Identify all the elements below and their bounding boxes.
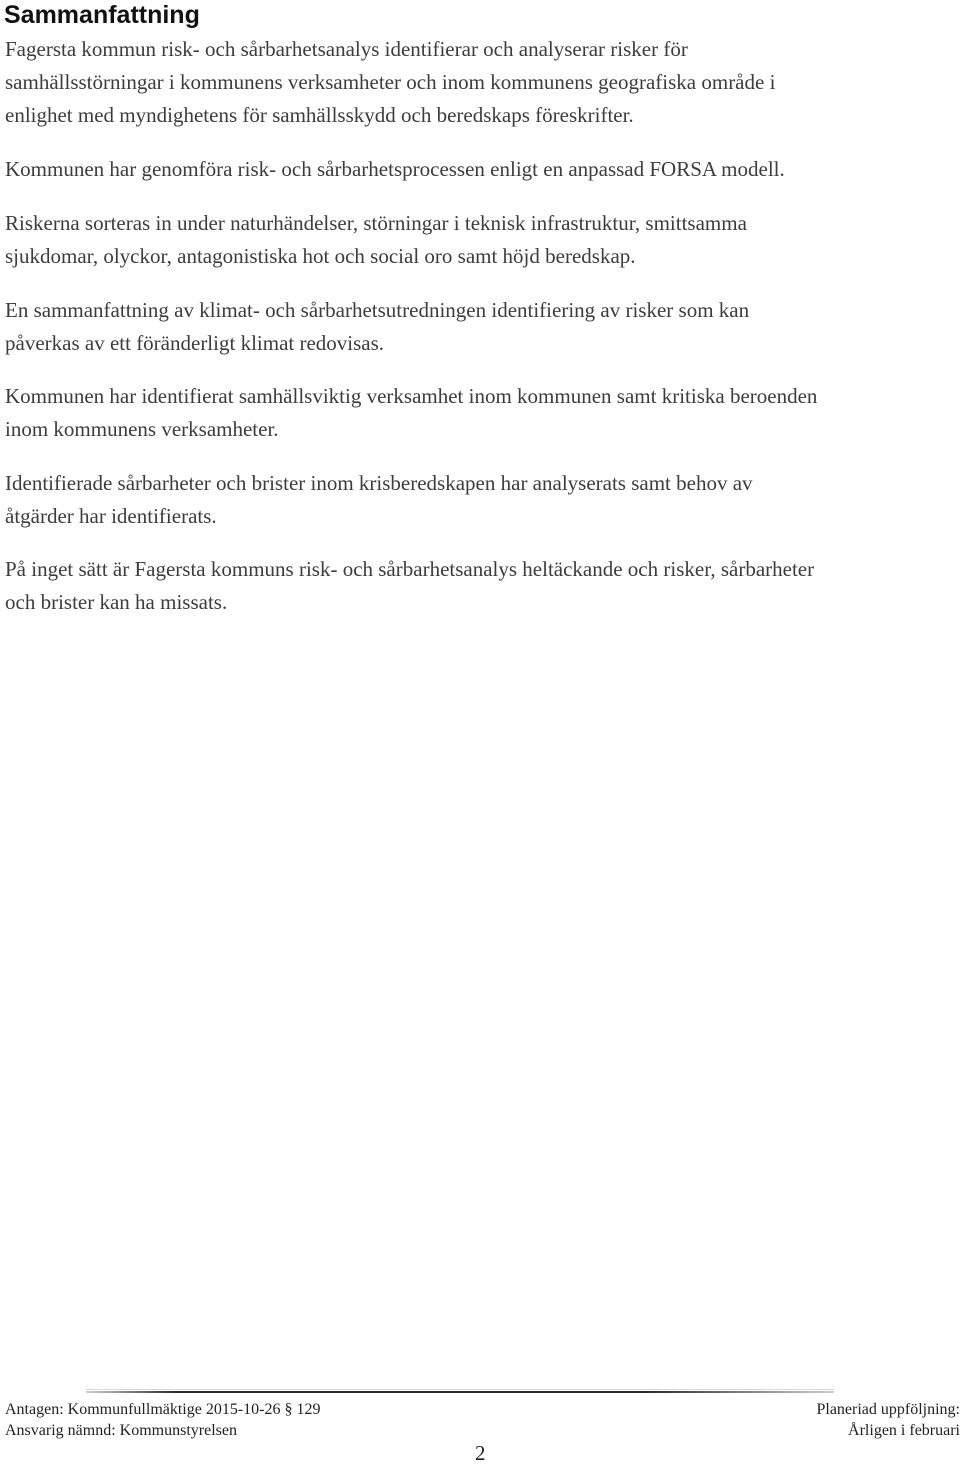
paragraph-disclaimer — [5, 553, 960, 619]
footer-followup-value: Årligen i februari — [848, 1422, 960, 1439]
footer-divider-thin — [86, 1389, 834, 1390]
paragraph-line: och brister kan ha missats. — [5, 590, 228, 614]
paragraph-line: åtgärder har identifierats. — [5, 504, 217, 528]
paragraph-line: inom kommunens verksamheter. — [5, 417, 279, 441]
paragraph-line: En sammanfattning av klimat- och sårbarhetsutredningen identifiering av risker som kan — [5, 298, 750, 322]
paragraph-line: På inget sätt är Fagersta kommuns risk- och sårbarhetsanalys heltäckande och risker, sårbarheter — [5, 557, 815, 581]
footer-followup-label: Planeriad uppföljning: — [816, 1401, 960, 1418]
paragraph-line: påverkas av ett föränderligt klimat redovisas. — [5, 331, 385, 355]
paragraph-process — [5, 153, 960, 186]
page-heading: Sammanfattning — [4, 1, 200, 29]
paragraph-line: Fagersta kommun risk- och sårbarhetsanalys identifierar och analyserar risker för — [5, 37, 688, 61]
paragraph-line: enlighet med myndighetens för samhällsskydd och beredskaps föreskrifter. — [5, 103, 634, 127]
paragraph-line: sjukdomar, olyckor, antagonistiska hot och social oro samt höjd beredskap. — [5, 244, 636, 268]
paragraph-line: Riskerna sorteras in under naturhändelser, störningar i teknisk infrastruktur, smittsamma — [5, 211, 747, 235]
paragraph-vulnerabilities — [5, 467, 960, 533]
footer-responsible: Ansvarig nämnd: Kommunstyrelsen — [5, 1422, 237, 1439]
paragraph-risk-categories — [5, 207, 960, 273]
paragraph-critical-activities — [5, 380, 960, 446]
paragraph-line: Kommunen har genomföra risk- och sårbarhetsprocessen enligt en anpassad FORSA modell. — [5, 157, 785, 181]
paragraph-line: samhällsstörningar i kommunens verksamheter och inom kommunens geografiska område i — [5, 70, 776, 94]
paragraph-intro — [5, 33, 960, 132]
footer-divider — [86, 1391, 834, 1393]
paragraph-climate — [5, 294, 960, 360]
paragraph-line: Kommunen har identifierat samhällsviktig verksamhet inom kommunen samt kritiska beroenden — [5, 384, 818, 408]
page-number: 2 — [475, 1441, 486, 1465]
footer-adopted: Antagen: Kommunfullmäktige 2015-10-26 § 129 — [5, 1401, 321, 1418]
paragraph-line: Identifierade sårbarheter och brister inom krisberedskapen har analyserats samt behov av — [5, 471, 753, 495]
